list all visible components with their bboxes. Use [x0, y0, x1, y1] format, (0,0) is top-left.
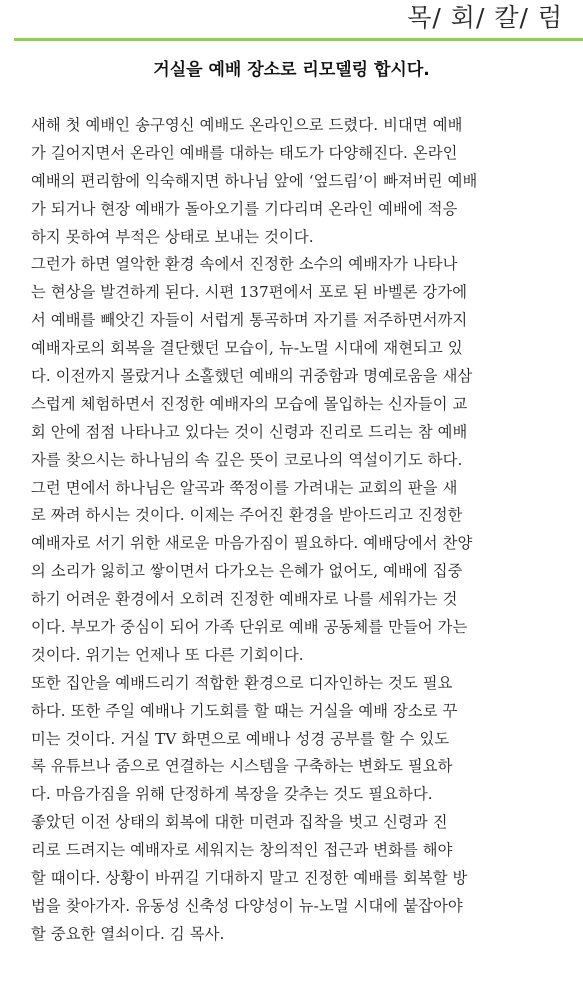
- body-line: 예배자로의 회복을 결단했던 모습이, 뉴-노멀 시대에 재현되고 있: [31, 339, 463, 358]
- body-line: 예배의 편리함에 익숙해지면 하나님 앞에 ‘엎드림’이 빠져버린 예배: [31, 171, 478, 190]
- body-line: 의 소리가 잃히고 쌓이면서 다가오는 은혜가 없어도, 예배에 집중: [31, 562, 463, 581]
- body-line: 법을 찾아가자. 유동성 신축성 다양성이 뉴-노멀 시대에 붙잡아야: [31, 896, 463, 915]
- body-line: 하다. 또한 주일 예배나 기도회를 할 때는 거실을 예배 장소로 꾸: [31, 701, 458, 720]
- body-line: 하지 못하여 부적은 상태로 보내는 것이다.: [31, 227, 314, 246]
- body-line: 다. 이전까지 몰랐거나 소홀했던 예배의 귀중함과 명예로움을 새삼: [31, 367, 473, 386]
- body-line: 예배자로 서기 위한 새로운 마음가짐이 필요하다. 예배당에서 찬양: [31, 534, 473, 553]
- body-line: 그런 면에서 하나님은 알곡과 쭉정이를 가려내는 교회의 판을 새: [31, 478, 458, 497]
- column-title: 목/ 회/ 칼/ 럼: [407, 3, 563, 32]
- body-line: 이다. 부모가 중심이 되어 가족 단위로 예배 공동체를 만들어 가는: [31, 618, 468, 637]
- body-line: 또한 집안을 예배드리기 적합한 환경으로 디자인하는 것도 필요: [31, 673, 453, 692]
- body-line: 할 때이다. 상황이 바뀌길 기대하지 말고 진정한 예배를 회복할 방: [31, 869, 468, 888]
- body-line: 가 되거나 현장 예배가 돌아오기를 기다리며 온라인 예배에 적응: [31, 199, 458, 218]
- article-headline: 거실을 예배 장소로 리모델링 합시다.: [153, 60, 430, 80]
- body-line: 그런가 하면 열악한 환경 속에서 진정한 소수의 예배자가 나타나: [31, 255, 458, 274]
- body-line: 좋았던 이전 상태의 회복에 대한 미련과 집착을 벗고 신령과 진: [31, 813, 448, 832]
- body-line: 할 중요한 열쇠이다. 김 목사.: [31, 924, 225, 943]
- body-line: 자를 찾으시는 하나님의 속 깊은 뜻이 코로나의 역설이기도 하다.: [31, 450, 463, 469]
- body-line: 하기 어려운 환경에서 오히려 진정한 예배자로 나를 세워가는 것: [31, 590, 458, 609]
- body-line: 스럽게 체험하면서 진정한 예배자의 모습에 몰입하는 신자들이 교: [31, 394, 468, 413]
- body-line: 는 현상을 발견하게 된다. 시편 137편에서 포로 된 바벨론 강가에: [31, 283, 468, 302]
- body-line: 록 유튜브나 줌으로 연결하는 시스템을 구축하는 변화도 필요하: [31, 757, 453, 776]
- body-line: 서 예배를 빼앗긴 자들이 서럽게 통곡하며 자기를 저주하면서까지: [31, 311, 468, 330]
- body-line: 리로 드려지는 예배자로 세워지는 창의적인 접근과 변화를 해야: [31, 841, 453, 860]
- body-line: 미는 것이다. 거실 TV 화면으로 예배나 성경 공부를 할 수 있도: [31, 729, 450, 748]
- header-divider-line: [14, 38, 583, 41]
- body-line: 로 짜려 하시는 것이다. 이제는 주어진 환경을 받아드리고 진정한: [31, 506, 463, 525]
- body-line: 가 길어지면서 온라인 예배를 대하는 태도가 다양해진다. 온라인: [31, 143, 458, 162]
- column-header: [0, 0, 583, 50]
- body-line: 회 안에 점점 나타나고 있다는 것이 신령과 진리로 드리는 참 예배: [31, 422, 468, 441]
- body-line: 다. 마음가짐을 위해 단정하게 복장을 갖추는 것도 필요하다.: [31, 785, 433, 804]
- article-body: [31, 112, 557, 949]
- body-line: 것이다. 위기는 언제나 또 다른 기회이다.: [31, 645, 304, 664]
- body-line: 새해 첫 예배인 송구영신 예배도 온라인으로 드렸다. 비대면 예배: [31, 116, 463, 134]
